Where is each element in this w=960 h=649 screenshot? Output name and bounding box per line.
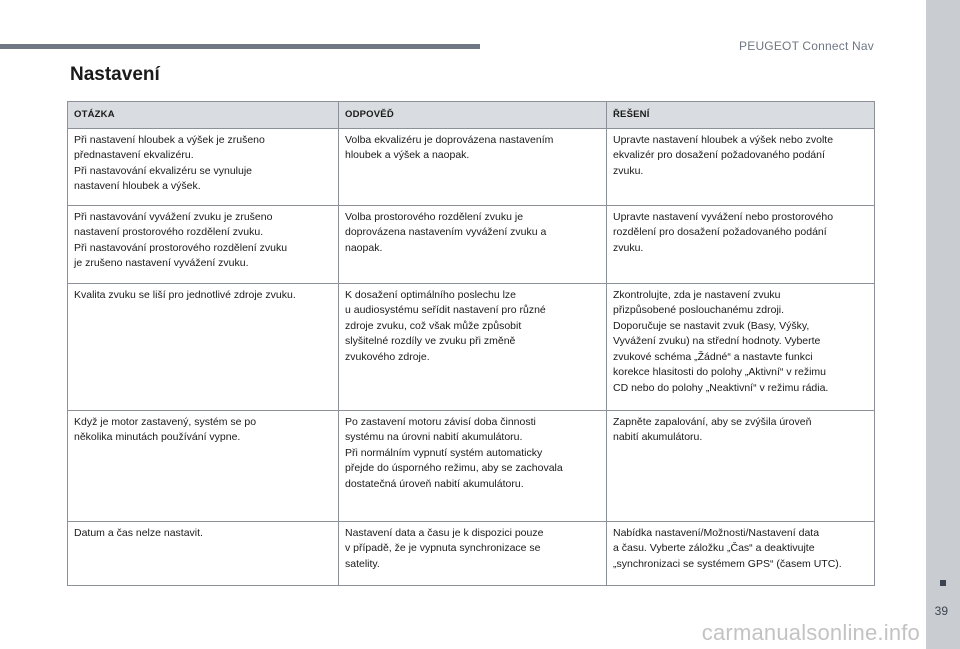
cell-text: Nastavení data a času je k dispozici pouze	[345, 526, 544, 539]
cell-text: Po zastavení motoru závisí doba činnosti	[345, 415, 536, 428]
cell-text: v případě, že je vypnuta synchronizace se	[345, 542, 541, 554]
cell-text: zvukového zdroje.	[345, 350, 430, 363]
page-marker	[940, 580, 946, 586]
column-header-answer: ODPOVĚĎ	[339, 102, 607, 129]
cell-text: Při nastavování ekvalizéru se vynuluje	[74, 164, 253, 177]
cell-text: Při nastavování vyvážení zvuku je zrušeno	[74, 210, 273, 223]
cell-text: u audiosystému seřídit nastavení pro různé	[345, 304, 546, 316]
cell-text: nastavení prostorového rozdělení zvuku.	[74, 226, 264, 238]
solution-cell	[607, 410, 875, 521]
cell-text: Upravte nastavení vyvážení nebo prostorového	[613, 210, 834, 223]
solution-cell	[607, 283, 875, 410]
cell-text: Upravte nastavení hloubek a výšek nebo zvolte	[613, 133, 834, 146]
cell-text: Kvalita zvuku se liší pro jednotlivé zdroje zvuku.	[74, 288, 296, 301]
faq-table	[67, 101, 875, 586]
solution-cell	[607, 128, 875, 205]
cell-text: Volba prostorového rozdělení zvuku je	[345, 210, 524, 223]
cell-text: satelity.	[345, 557, 380, 570]
cell-text: Zkontrolujte, zda je nastavení zvuku	[613, 288, 781, 301]
question-cell	[68, 521, 339, 585]
cell-text: hloubek a výšek a naopak.	[345, 149, 470, 161]
cell-text: nabití akumulátoru.	[613, 431, 703, 443]
side-strip	[926, 0, 960, 649]
answer-cell	[339, 205, 607, 283]
question-cell	[68, 410, 339, 521]
question-cell	[68, 205, 339, 283]
solution-cell	[607, 205, 875, 283]
cell-text: a času. Vyberte záložku „Čas“ a deaktivujte	[613, 542, 815, 554]
watermark: carmanualsonline.info	[701, 620, 920, 645]
cell-text: Při nastavování prostorového rozdělení zvuku	[74, 241, 288, 254]
cell-text: rozdělení pro dosažení požadovaného podání	[613, 226, 827, 238]
table-body	[68, 128, 875, 585]
column-header-solution: ŘEŠENÍ	[607, 102, 875, 129]
cell-text: Při normálním vypnutí systém automaticky	[345, 446, 543, 459]
cell-text: Zapněte zapalování, aby se zvýšila úroveň	[613, 415, 812, 428]
cell-text: K dosažení optimálního poslechu lze	[345, 288, 517, 301]
cell-text: přejde do úsporného režimu, aby se zachovala	[345, 462, 563, 474]
page-title: Nastavení	[70, 64, 160, 85]
table-row	[68, 283, 875, 410]
answer-cell	[339, 283, 607, 410]
cell-text: Nabídka nastavení/Možnosti/Nastavení data	[613, 526, 820, 539]
table-row	[68, 410, 875, 521]
question-cell	[68, 128, 339, 205]
cell-text: zvukové schéma „Žádné“ a nastavte funkci	[613, 350, 813, 363]
cell-text: CD nebo do polohy „Neaktivní“ v režimu rádia.	[613, 381, 829, 394]
cell-text: „synchronizaci se systémem GPS“ (časem UTC).	[613, 557, 842, 570]
cell-text: Datum a čas nelze nastavit.	[74, 526, 203, 539]
question-cell	[68, 283, 339, 410]
cell-text: korekce hlasitosti do polohy „Aktivní“ v režimu	[613, 366, 826, 378]
cell-text: přizpůsobené poslouchanému zdroji.	[613, 304, 785, 316]
table-row	[68, 205, 875, 283]
cell-text: nastavení hloubek a výšek.	[74, 180, 201, 192]
solution-cell	[607, 521, 875, 585]
cell-text: systému na úrovni nabití akumulátoru.	[345, 431, 523, 443]
cell-text: Doporučuje se nastavit zvuk (Basy, Výšky,	[613, 319, 810, 332]
cell-text: slyšitelné rozdíly ve zvuku při změně	[345, 335, 516, 347]
cell-text: zvuku.	[613, 241, 644, 254]
cell-text: ekvalizér pro dosažení požadovaného podání	[613, 149, 825, 161]
cell-text: naopak.	[345, 241, 383, 254]
cell-text: Když je motor zastavený, systém se po	[74, 415, 257, 428]
header-rule	[0, 44, 480, 49]
cell-text: Při nastavení hloubek a výšek je zrušeno	[74, 133, 265, 146]
answer-cell	[339, 128, 607, 205]
product-name: PEUGEOT Connect Nav	[739, 39, 874, 53]
table-row	[68, 521, 875, 585]
cell-text: přednastavení ekvalizéru.	[74, 149, 194, 161]
answer-cell	[339, 521, 607, 585]
cell-text: Volba ekvalizéru je doprovázena nastavením	[345, 133, 554, 146]
cell-text: zvuku.	[613, 164, 644, 177]
cell-text: Vyvážení zvuku) na střední hodnoty. Vyberte	[613, 335, 821, 347]
cell-text: doprovázena nastavením vyvážení zvuku a	[345, 226, 547, 238]
answer-cell	[339, 410, 607, 521]
cell-text: zdroje zvuku, což však může způsobit	[345, 319, 522, 332]
cell-text: dostatečná úroveň nabití akumulátoru.	[345, 477, 524, 490]
table-header-row	[68, 102, 875, 129]
page-number: 39	[934, 604, 948, 618]
cell-text: je zrušeno nastavení vyvážení zvuku.	[74, 257, 249, 269]
cell-text: několika minutách používání vypne.	[74, 431, 241, 443]
table-row	[68, 128, 875, 205]
column-header-question: OTÁZKA	[68, 102, 339, 129]
